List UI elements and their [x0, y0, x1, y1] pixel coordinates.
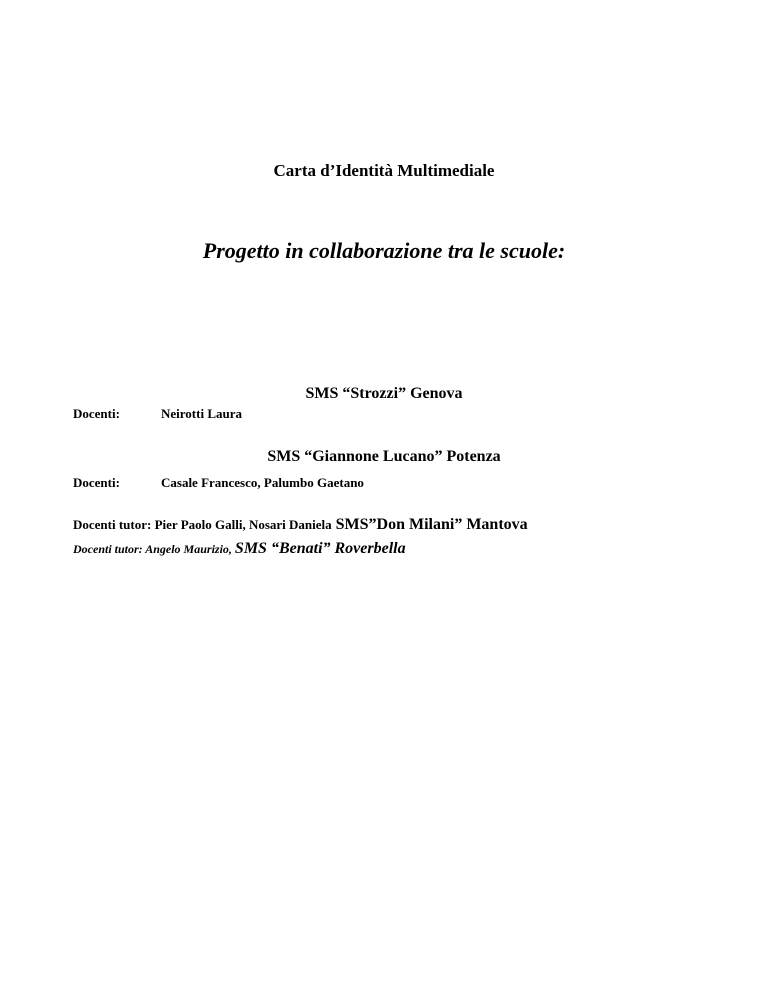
teachers-label: Docenti:	[73, 406, 120, 421]
tutor-line-mantova	[73, 516, 528, 534]
tutor-line-roverbella	[73, 540, 406, 558]
teachers-label: Docenti:	[73, 475, 120, 490]
teachers-names: Casale Francesco, Palumbo Gaetano	[161, 475, 364, 490]
teachers-names: Neirotti Laura	[161, 406, 242, 421]
project-subtitle: Progetto in collaborazione tra le scuole:	[202, 238, 566, 263]
school-heading-genova: SMS “Strozzi” Genova	[305, 385, 463, 402]
tutor-names: Docenti tutor: Angelo Maurizio,	[73, 542, 232, 556]
document-title: Carta d’Identità Multimediale	[273, 161, 495, 180]
tutor-names: Docenti tutor: Pier Paolo Galli, Nosari Daniela	[73, 517, 332, 532]
school-name-roverbella: SMS “Benati” Roverbella	[234, 540, 406, 557]
school-name-mantova: SMS”Don Milani” Mantova	[335, 516, 528, 533]
school-heading-potenza: SMS “Giannone Lucano” Potenza	[267, 448, 501, 465]
